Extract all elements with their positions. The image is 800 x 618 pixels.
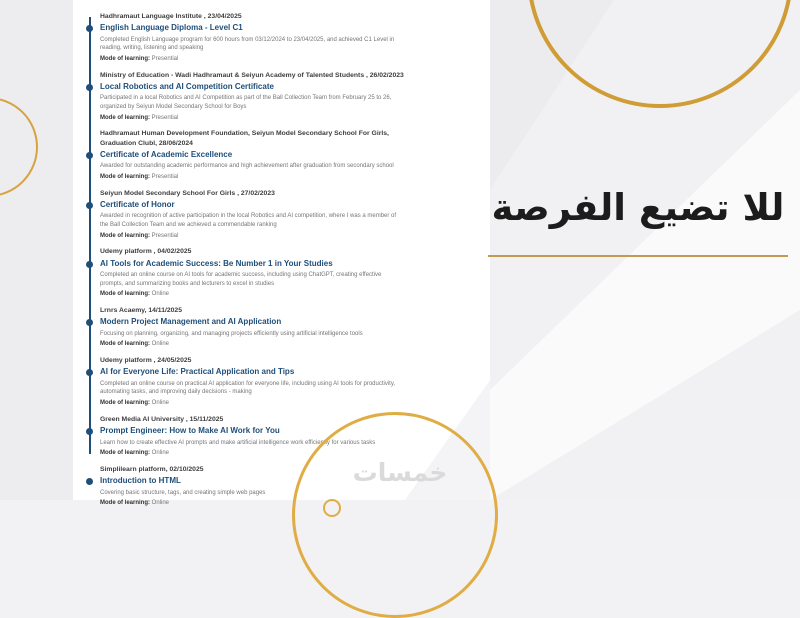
entry-title-row: [100, 259, 412, 269]
entry-description: Completed an online course on AI tools for academic success, including using ChatGPT, creating effective prompts, and summarizing books and lecturers to excel in studies: [100, 271, 382, 287]
entry-mode: [100, 291, 412, 299]
mode-of-learning-value: Online: [151, 341, 170, 348]
timeline-bullet-icon: [86, 202, 93, 209]
gold-circle-bottom-decoration: [292, 412, 498, 618]
entry-organization-date: Hadhramaut Language Institute , 23/04/2025: [100, 13, 242, 20]
entry-title: Modern Project Management and AI Application: [100, 317, 282, 327]
timeline-bullet-icon: [86, 369, 93, 376]
mode-of-learning-value: Online: [151, 400, 170, 407]
heading-wrap: [488, 186, 788, 230]
timeline-bullet-icon: [86, 319, 93, 326]
mode-of-learning-label: Mode of learning:: [100, 291, 150, 298]
entry-mode: [100, 115, 412, 123]
entry-description: Completed English Language program for 600 hours from 03/12/2024 to 23/04/2025, and achieved C1 Level in reading, writing, listening and speaking: [100, 36, 395, 52]
entry-description: Completed an online course on practical AI application for everyone life, including using AI tools for productivity, automating tasks, and improving daily decisions - making: [100, 380, 396, 396]
mode-of-learning-value: Presential: [151, 114, 179, 121]
timeline-entry: [100, 247, 412, 299]
entry-description: Learn how to create effective AI prompts and make artificial intelligence work efficiently for various tasks: [100, 439, 376, 446]
entry-description: Focusing on planning, organizing, and managing projects efficiently using artificial intelligence tools: [100, 330, 363, 337]
entry-title-row: [100, 367, 412, 377]
entry-title: AI for Everyone Life: Practical Application and Tips: [100, 367, 295, 377]
timeline-entry: [100, 12, 412, 64]
entry-organization-date: Ministry of Education - Wadi Hadhramaut & Seiyun Academy of Talented Students , 26/02/2023: [100, 71, 404, 79]
mode-of-learning-label: Mode of learning:: [100, 55, 150, 62]
mode-of-learning-value: Online: [151, 450, 170, 457]
timeline-entry: [100, 306, 412, 349]
entry-title: Introduction to HTML: [100, 476, 181, 486]
entry-mode: [100, 341, 412, 349]
timeline-bullet-icon: [86, 152, 93, 159]
entry-title: English Language Diploma - Level C1: [100, 23, 243, 33]
gold-dot-bottom-decoration: [323, 499, 341, 517]
entry-title: Local Robotics and AI Competition Certificate: [100, 81, 274, 91]
mode-of-learning-value: Presential: [151, 173, 179, 180]
entry-organization-date: Udemy platform , 04/02/2025: [100, 248, 192, 256]
mode-of-learning-label: Mode of learning:: [100, 114, 150, 121]
timeline-bullet-icon: [86, 478, 93, 485]
entry-description: Participated in a local Robotics and AI Competition as part of the Ball Collection Team from February 25 to 26, organized by Seiyun Model Secondary School for Boys: [100, 95, 392, 110]
entry-organization-date: Simplilearn platform, 02/10/2025: [100, 465, 204, 473]
entry-organization-date: Green Media AI University , 15/11/2025: [100, 415, 224, 423]
timeline-entry: [100, 356, 412, 408]
entry-description: Awarded for outstanding academic performance and high achievement after graduation from secondary school: [100, 163, 394, 170]
timeline-entry: [100, 71, 412, 123]
entry-description: Covering basic structure, tags, and creating simple web pages: [100, 489, 266, 496]
mode-of-learning-value: Presential: [151, 232, 179, 239]
mode-of-learning-label: Mode of learning:: [100, 400, 150, 407]
timeline-bullet-icon: [86, 261, 93, 268]
timeline-line: [89, 17, 91, 454]
entry-title: Certificate of Academic Excellence: [100, 149, 233, 159]
timeline-bullet-icon: [86, 25, 93, 32]
mode-of-learning-label: Mode of learning:: [100, 450, 150, 457]
entry-mode: [100, 233, 412, 241]
mode-of-learning-value: Presential: [151, 55, 179, 62]
khamsat-watermark: خمسات: [352, 458, 448, 487]
entry-organization-date: Seiyun Model Secondary School For Girls , 27/02/2023: [100, 189, 275, 197]
entry-title-row: [100, 82, 412, 92]
entry-title-row: [100, 23, 412, 33]
mode-of-learning-label: Mode of learning:: [100, 173, 150, 180]
entry-organization-date: Hadhramaut Human Development Foundation, Seiyun Model Secondary School For Girls, Graduation Clubl, 28/06/2024: [100, 130, 389, 147]
left-background-strip: [0, 0, 73, 500]
entry-description: Awarded in recognition of active participation in the local Robotics and AI competition, where I was a member of the Ball Collection Team and we achieved a commendable ranking: [100, 213, 397, 228]
entry-title: Certificate of Honor: [100, 199, 175, 209]
entry-organization-date: Udemy platform , 24/05/2025: [100, 357, 192, 365]
heading-underline: [488, 255, 788, 257]
timeline-entry: [100, 129, 412, 181]
mode-of-learning-label: Mode of learning:: [100, 232, 150, 239]
entry-mode: [100, 56, 412, 64]
mode-of-learning-label: Mode of learning:: [100, 500, 150, 507]
entry-title: Prompt Engineer: How to Make AI Work for You: [100, 426, 280, 436]
mode-of-learning-value: Online: [151, 500, 170, 507]
mode-of-learning-value: Online: [151, 291, 170, 298]
mode-of-learning-label: Mode of learning:: [100, 341, 150, 348]
entry-title-row: [100, 200, 412, 210]
entry-title-row: [100, 150, 412, 160]
entry-title: AI Tools for Academic Success: Be Number 1 in Your Studies: [100, 258, 333, 268]
timeline-bullet-icon: [86, 84, 93, 91]
entry-title-row: [100, 317, 412, 327]
entry-mode: [100, 400, 412, 408]
entry-organization-date: Lrnrs Acaemy, 14/11/2025: [100, 307, 182, 315]
timeline-bullet-icon: [86, 428, 93, 435]
timeline-entry: [100, 189, 412, 241]
entry-mode: [100, 174, 412, 182]
slide-heading-arabic: للا تضيع الفرصة: [491, 186, 785, 229]
